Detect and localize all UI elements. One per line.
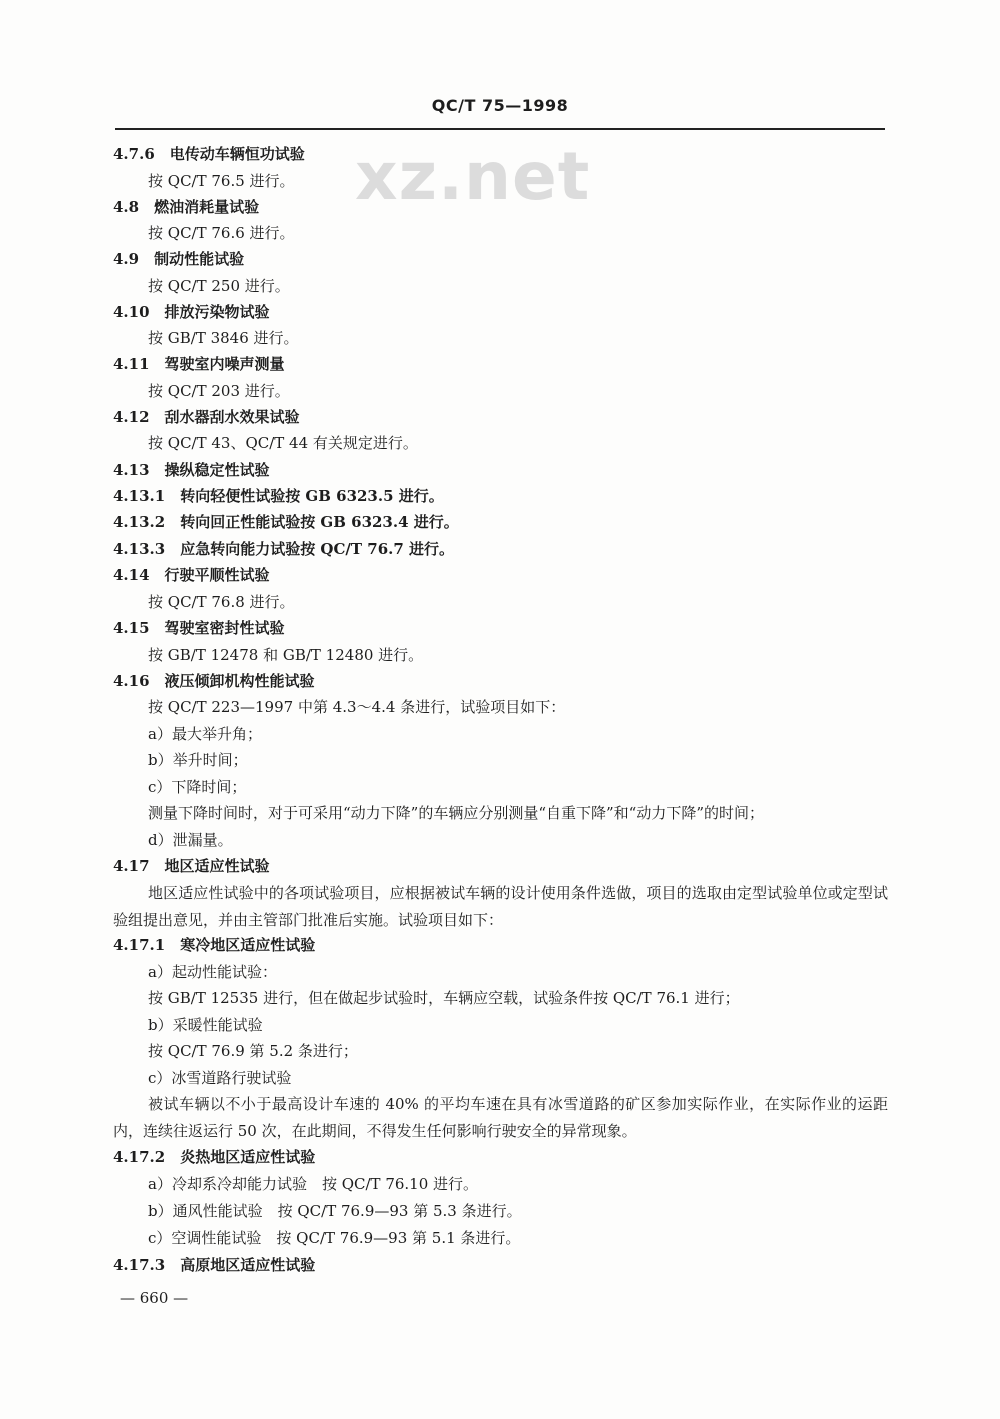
section-4-12-body: 按 QC/T 43、QC/T 44 有关规定进行。	[148, 434, 418, 452]
section-4-12-heading: 4.12 刮水器刮水效果试验	[113, 408, 300, 426]
list-item-body: 按 GB/T 12535 进行，但在做起步试验时，车辆应空载，试验条件按 QC/T 76.1 进行；	[148, 989, 740, 1007]
list-item: b）采暖性能试验	[148, 1016, 263, 1034]
ice-road-paragraph: 被试车辆以不小于最高设计车速的 40% 的平均车速在具有冰雪道路的矿区参加实际作业，在实际作业的运距内，连续往返运行 50 次，在此期间，不得发生任何影响行驶安全的异常现象。	[113, 1095, 888, 1140]
list-item: b）通风性能试验 按 QC/T 76.9—93 第 5.3 条进行。	[148, 1202, 522, 1220]
running-header: QC/T 75—1998	[431, 96, 569, 115]
header-rule	[115, 128, 885, 130]
section-4-9-body: 按 QC/T 250 进行。	[148, 277, 290, 295]
section-4-9-heading: 4.9 制动性能试验	[113, 250, 245, 268]
list-item: a）冷却系冷却能力试验 按 QC/T 76.10 进行。	[148, 1175, 479, 1193]
section-4-17-3-heading: 4.17.3 高原地区适应性试验	[113, 1256, 316, 1274]
section-4-17-1-heading: 4.17.1 寒冷地区适应性试验	[113, 936, 316, 954]
section-4-13-3: 4.13.3 应急转向能力试验按 QC/T 76.7 进行。	[113, 540, 455, 558]
section-4-10-heading: 4.10 排放污染物试验	[113, 303, 270, 321]
section-4-16-heading: 4.16 液压倾卸机构性能试验	[113, 672, 315, 690]
section-4-13-heading: 4.13 操纵稳定性试验	[113, 461, 270, 479]
section-4-8-body: 按 QC/T 76.6 进行。	[148, 224, 295, 242]
list-item: d）泄漏量。	[148, 831, 233, 849]
list-item: a）最大举升角；	[148, 725, 262, 743]
note-line: 测量下降时间时，对于可采用“动力下降”的车辆应分别测量“自重下降”和“动力下降”的时间；	[148, 804, 765, 822]
section-4-11-body: 按 QC/T 203 进行。	[148, 382, 290, 400]
section-4-14-heading: 4.14 行驶平顺性试验	[113, 566, 270, 584]
list-item: a）起动性能试验：	[148, 963, 277, 981]
section-4-17-paragraph: 地区适应性试验中的各项试验项目，应根据被试车辆的设计使用条件选做，项目的选取由定型试验单位或定型试验组提出意见，并由主管部门批准后实施。试验项目如下：	[113, 884, 888, 929]
list-item-body: 按 QC/T 76.9 第 5.2 条进行；	[148, 1042, 358, 1060]
section-4-17-heading: 4.17 地区适应性试验	[113, 857, 270, 875]
section-4-16-body: 按 QC/T 223—1997 中第 4.3～4.4 条进行，试验项目如下：	[148, 698, 566, 716]
watermark: xz.net	[355, 138, 591, 215]
section-4-8-heading: 4.8 燃油消耗量试验	[113, 198, 260, 216]
list-item: c）空调性能试验 按 QC/T 76.9—93 第 5.1 条进行。	[148, 1229, 521, 1247]
list-item: c）冰雪道路行驶试验	[148, 1069, 292, 1087]
list-item: b）举升时间；	[148, 751, 248, 769]
list-item: c）下降时间；	[148, 778, 247, 796]
section-4-11-heading: 4.11 驾驶室内噪声测量	[113, 355, 285, 373]
section-4-17-2-heading: 4.17.2 炎热地区适应性试验	[113, 1148, 316, 1166]
section-4-13-1: 4.13.1 转向轻便性试验按 GB 6323.5 进行。	[113, 487, 444, 505]
page-number: — 660 —	[120, 1289, 189, 1307]
section-4-15-body: 按 GB/T 12478 和 GB/T 12480 进行。	[148, 646, 424, 664]
section-4-10-body: 按 GB/T 3846 进行。	[148, 329, 299, 347]
section-4-13-2: 4.13.2 转向回正性能试验按 GB 6323.4 进行。	[113, 513, 459, 531]
section-4-14-body: 按 QC/T 76.8 进行。	[148, 593, 295, 611]
section-4-15-heading: 4.15 驾驶室密封性试验	[113, 619, 285, 637]
section-4-7-6-body: 按 QC/T 76.5 进行。	[148, 172, 295, 190]
section-4-7-6-heading: 4.7.6 电传动车辆恒功试验	[113, 145, 305, 163]
